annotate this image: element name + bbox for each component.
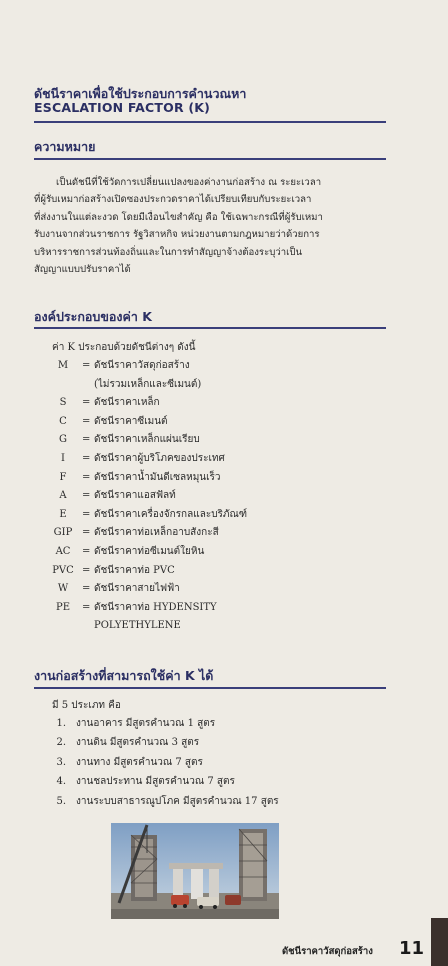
list-item — [46, 714, 366, 733]
component-code: E — [59, 508, 67, 520]
component-desc: ดัชนีราคาเหล็ก — [94, 397, 160, 409]
paragraph-line: สัญญาแบบปรับราคาได้ — [34, 264, 131, 276]
component-row: S = ดัชนีราคาเหล็ก — [44, 394, 364, 413]
paragraph-line: ที่ส่งงานในแต่ละงวด โดยมีเงื่อนไขสำคัญ คือ ใช้เฉพาะกรณีที่ผู้รับเหมา — [34, 211, 323, 223]
item-text: งานดิน มีสูตรคำนวณ 3 สูตร — [76, 737, 200, 749]
component-code: M — [57, 360, 69, 371]
component-row: G = ดัชนีราคาเหล็กแผ่นเรียบ — [44, 431, 364, 450]
works-intro: มี 5 ประเภท คือ — [52, 700, 121, 711]
component-code: PVC — [52, 564, 74, 576]
page-edge-tab — [431, 918, 448, 966]
component-row: W = ดัชนีราคาสายไฟฟ้า — [44, 580, 364, 599]
component-desc: ดัชนีราคาเหล็กแผ่นเรียบ — [94, 434, 200, 446]
meaning-heading: ความหมาย — [34, 139, 96, 154]
component-desc: ดัชนีราคาท่อเหล็กอาบสังกะสี — [94, 527, 219, 539]
list-item — [46, 733, 366, 752]
component-desc-cont: POLYETHYLENE — [94, 620, 181, 632]
component-code: I — [61, 452, 65, 464]
components-intro: ค่า K ประกอบด้วยดัชนีต่างๆ ดังนี้ — [52, 342, 196, 353]
component-row: A = ดัชนีราคาแอสฟัลท์ — [44, 487, 364, 506]
page-number: 11 — [399, 938, 425, 959]
component-desc: ดัชนีราคาสายไฟฟ้า — [94, 583, 180, 595]
paragraph-line: เป็นดัชนีที่ใช้วัดการเปลี่ยนแปลงของค่างานก่อสร้าง ณ ระยะเวลา — [56, 177, 322, 188]
component-code: GIP — [53, 527, 73, 539]
paragraph-line: ที่ผู้รับเหมาก่อสร้างเปิดซองประกวดราคาได้เปรียบเทียบกับระยะเวลา — [34, 194, 312, 206]
component-desc: ดัชนีราคาวัสดุก่อสร้าง — [94, 360, 190, 371]
component-code: W — [57, 583, 69, 595]
components-rule — [34, 327, 386, 329]
item-number: 2. — [56, 737, 66, 749]
list-item — [46, 772, 366, 791]
component-row: PVC = ดัชนีราคาท่อ PVC — [44, 562, 364, 581]
component-desc: ดัชนีราคาน้ำมันดีเซลหมุนเร็ว — [94, 471, 221, 483]
paragraph-line: รับงานจากส่วนราชการ รัฐวิสาหกิจ หน่วยงานตามกฎหมายว่าด้วยการ — [34, 229, 320, 241]
works-heading: งานก่อสร้างที่สามารถใช้ค่า K ได้ — [34, 668, 214, 683]
component-desc: ดัชนีราคาเครื่องจักรกลและบริภัณฑ์ — [94, 508, 248, 520]
components-list — [44, 357, 364, 636]
works-rule — [34, 687, 386, 689]
works-list — [46, 714, 366, 811]
component-row: M = ดัชนีราคาวัสดุก่อสร้าง — [44, 357, 364, 376]
title-thai: ดัชนีราคาเพื่อใช้ประกอบการคำนวณหา — [34, 86, 247, 101]
component-row: I = ดัชนีราคาผู้บริโภคของประเทศ — [44, 450, 364, 469]
item-text: งานอาคาร มีสูตรคำนวณ 1 สูตร — [76, 718, 216, 729]
component-row: F = ดัชนีราคาน้ำมันดีเซลหมุนเร็ว — [44, 469, 364, 488]
list-item — [46, 792, 366, 811]
component-desc-cont: (ไม่รวมเหล็กและซีเมนต์) — [94, 378, 202, 390]
component-code: PE — [55, 601, 71, 613]
component-code: AC — [55, 545, 71, 557]
item-number: 1. — [56, 718, 66, 729]
item-number: 3. — [56, 756, 66, 768]
component-desc: ดัชนีราคาท่อซีเมนต์ใยหิน — [94, 545, 205, 557]
component-desc: ดัชนีราคาซีเมนต์ — [94, 415, 168, 427]
component-code: C — [59, 415, 67, 427]
component-row: C = ดัชนีราคาซีเมนต์ — [44, 413, 364, 432]
component-row: GIP = ดัชนีราคาท่อเหล็กอาบสังกะสี — [44, 524, 364, 543]
component-desc: ดัชนีราคาท่อ PVC — [94, 564, 175, 576]
item-number: 4. — [56, 776, 66, 788]
component-row: E = ดัชนีราคาเครื่องจักรกลและบริภัณฑ์ — [44, 506, 364, 525]
component-code: A — [59, 490, 67, 502]
item-text: งานระบบสาธารณูปโภค มีสูตรคำนวณ 17 สูตร — [76, 795, 279, 807]
component-code: S — [59, 397, 67, 409]
paragraph-line: บริหารราชการส่วนท้องถิ่นและในการทำสัญญาจ้างต้องระบุว่าเป็น — [34, 246, 303, 258]
component-code: F — [59, 471, 67, 483]
component-desc: ดัชนีราคาผู้บริโภคของประเทศ — [94, 452, 225, 464]
title-english: ESCALATION FACTOR (K) — [34, 100, 211, 115]
footer-title: ดัชนีราคาวัสดุก่อสร้าง — [282, 946, 373, 957]
components-heading: องค์ประกอบของค่า K — [34, 309, 152, 324]
item-number: 5. — [56, 795, 66, 807]
item-text: งานทาง มีสูตรคำนวณ 7 สูตร — [76, 756, 203, 768]
meaning-paragraph — [34, 174, 388, 278]
component-code: G — [59, 434, 67, 446]
component-desc: ดัชนีราคาท่อ HYDENSITY — [94, 601, 217, 613]
meaning-rule — [34, 158, 386, 160]
component-row: AC = ดัชนีราคาท่อซีเมนต์ใยหิน — [44, 543, 364, 562]
component-desc: ดัชนีราคาแอสฟัลท์ — [94, 490, 176, 502]
list-item — [46, 753, 366, 772]
item-text: งานชลประทาน มีสูตรคำนวณ 7 สูตร — [76, 776, 235, 788]
title-rule — [34, 121, 386, 123]
construction-photo — [111, 823, 279, 919]
component-row: PE = ดัชนีราคาท่อ HYDENSITY — [44, 599, 364, 618]
